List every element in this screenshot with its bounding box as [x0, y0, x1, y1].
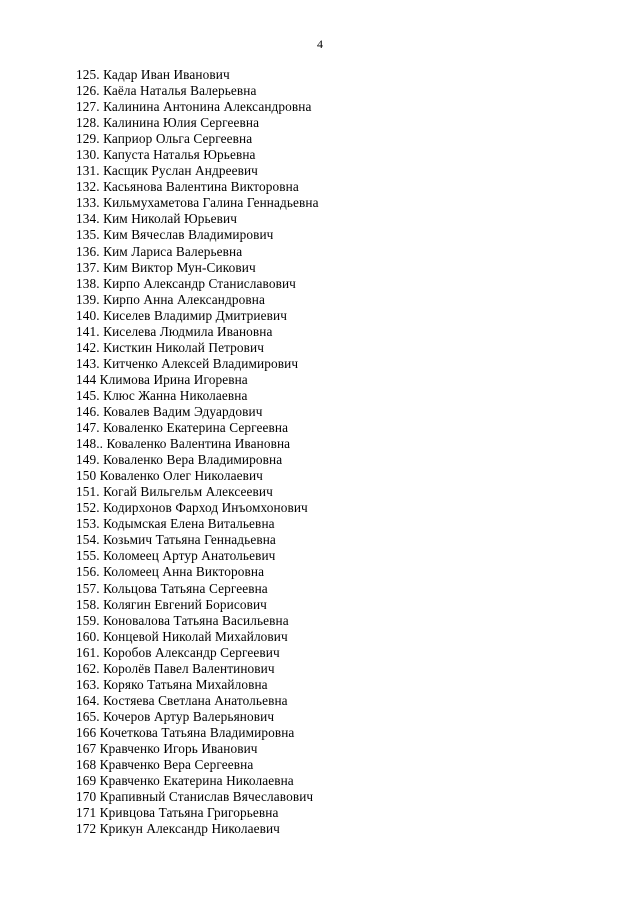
name-list	[76, 67, 319, 837]
list-item: 146. Ковалев Вадим Эдуардович	[76, 403, 263, 419]
list-item: 134. Ким Николай Юрьевич	[76, 211, 238, 227]
list-item: 138. Кирпо Александр Станиславович	[76, 275, 296, 291]
list-item: 140. Киселев Владимир Дмитриевич	[76, 307, 287, 323]
list-item: 150 Коваленко Олег Николаевич	[76, 468, 263, 484]
list-item: 166 Кочеткова Татьяна Владимировна	[76, 724, 295, 740]
list-item: 129. Каприор Ольга Сергеевна	[76, 131, 253, 147]
list-item: 128. Калинина Юлия Сергеевна	[76, 115, 260, 131]
list-item: 152. Кодирхонов Фарход Инъомхонович	[76, 500, 308, 516]
list-item: 153. Кодымская Елена Витальевна	[76, 516, 275, 532]
list-item: 159. Коновалова Татьяна Васильевна	[76, 612, 289, 628]
list-item: 149. Коваленко Вера Владимировна	[76, 452, 283, 468]
list-item: 136. Ким Лариса Валерьевна	[76, 243, 243, 259]
list-item: 169 Кравченко Екатерина Николаевна	[76, 773, 294, 789]
list-item: 155. Коломеец Артур Анатольевич	[76, 548, 276, 564]
list-item: 145. Клюс Жанна Николаевна	[76, 387, 248, 403]
list-item: 125. Кадар Иван Иванович	[76, 67, 230, 82]
list-item: 147. Коваленко Екатерина Сергеевна	[76, 420, 289, 436]
list-item: 158. Колягин Евгений Борисович	[76, 596, 267, 612]
list-item: 163. Коряко Татьяна Михайловна	[76, 676, 268, 692]
list-item: 157. Кольцова Татьяна Сергеевна	[76, 580, 268, 596]
list-item: 141. Киселева Людмила Ивановна	[76, 323, 273, 339]
list-item: 137. Ким Виктор Мун-Сикович	[76, 259, 256, 275]
list-item: 133. Кильмухаметова Галина Геннадьевна	[76, 195, 319, 211]
list-item: 131. Касщик Руслан Андреевич	[76, 163, 258, 179]
list-item: 164. Костяева Светлана Анатольевна	[76, 692, 288, 708]
list-item: 142. Кисткин Николай Петрович	[76, 339, 265, 355]
page-number: 4	[317, 37, 323, 51]
list-item: 130. Капуста Наталья Юрьевна	[76, 147, 256, 163]
list-item: 168 Кравченко Вера Сергеевна	[76, 757, 254, 773]
list-item: 151. Когай Вильгельм Алексеевич	[76, 484, 273, 500]
list-item: 170 Крапивный Станислав Вячеславович	[76, 789, 314, 805]
list-item: 160. Концевой Николай Михайлович	[76, 628, 288, 644]
list-item: 148.. Коваленко Валентина Ивановна	[76, 436, 291, 452]
list-item: 171 Кривцова Татьяна Григорьевна	[76, 805, 279, 821]
list-item: 156. Коломеец Анна Викторовна	[76, 564, 265, 580]
list-item: 167 Кравченко Игорь Иванович	[76, 740, 258, 756]
list-item: 135. Ким Вячеслав Владимирович	[76, 227, 274, 243]
list-item: 132. Касьянова Валентина Викторовна	[76, 179, 299, 195]
list-item: 162. Королёв Павел Валентинович	[76, 660, 275, 676]
list-item: 143. Китченко Алексей Владимирович	[76, 355, 299, 371]
list-item: 127. Калинина Антонина Александровна	[76, 99, 312, 115]
list-item: 139. Кирпо Анна Александровна	[76, 291, 265, 307]
list-item: 161. Коробов Александр Сергеевич	[76, 644, 280, 660]
list-item: 126. Каёла Наталья Валерьевна	[76, 83, 257, 99]
list-item: 172 Крикун Александр Николаевич	[76, 821, 280, 837]
list-item: 154. Козьмич Татьяна Геннадьевна	[76, 532, 276, 548]
list-item: 165. Кочеров Артур Валерьянович	[76, 708, 275, 724]
list-item: 144 Климова Ирина Игоревна	[76, 371, 248, 387]
